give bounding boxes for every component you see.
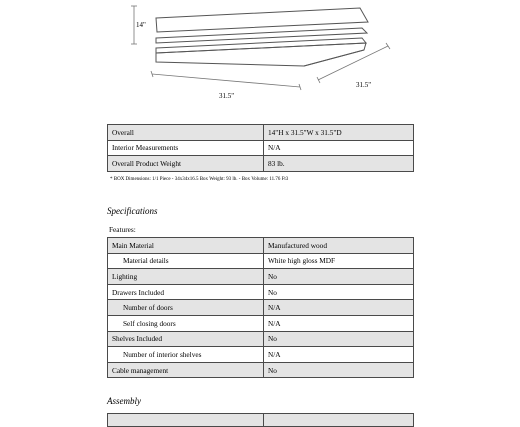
height-label: 14" <box>136 21 146 29</box>
spec-label: Number of interior shelves <box>108 347 264 363</box>
spec-value: No <box>264 269 414 285</box>
table-row <box>108 414 414 427</box>
table-row <box>108 125 414 141</box>
width-label: 31.5" <box>219 92 235 100</box>
table-row <box>108 253 414 269</box>
table-row <box>108 140 414 156</box>
table-row <box>108 269 414 285</box>
dimensions-table <box>107 124 414 172</box>
table-row <box>108 284 414 300</box>
table-row <box>108 300 414 316</box>
spec-value: Manufactured wood <box>264 238 414 254</box>
spec-label: Material details <box>108 253 264 269</box>
table-row <box>108 362 414 378</box>
spec-value: No <box>264 362 414 378</box>
spec-label: Number of doors <box>108 300 264 316</box>
features-label: Features: <box>109 225 136 234</box>
spec-label: Self closing doors <box>108 315 264 331</box>
dimension-label: Overall <box>108 125 264 141</box>
table-row <box>108 347 414 363</box>
dimension-value: 83 lb. <box>264 156 414 172</box>
product-drawing <box>0 0 520 110</box>
table-row <box>108 238 414 254</box>
assembly-label <box>108 414 264 427</box>
specifications-heading: Specifications <box>107 206 158 216</box>
box-dimensions-note: * BOX Dimensions: 1/1 Piece - 34x34x16.5 Box Weight: 93 lb. - Box Volume: 11.76 Ft3 <box>110 177 289 182</box>
depth-label: 31.5" <box>356 81 372 89</box>
spec-value: No <box>264 284 414 300</box>
dimension-value: N/A <box>264 140 414 156</box>
assembly-heading: Assembly <box>107 396 141 406</box>
spec-label: Shelves Included <box>108 331 264 347</box>
assembly-value <box>264 414 414 427</box>
table-row <box>108 315 414 331</box>
spec-value: N/A <box>264 300 414 316</box>
spec-value: N/A <box>264 347 414 363</box>
table-row <box>108 156 414 172</box>
dimension-label: Interior Measurements <box>108 140 264 156</box>
table-row <box>108 331 414 347</box>
spec-label: Main Material <box>108 238 264 254</box>
spec-value: White high gloss MDF <box>264 253 414 269</box>
specifications-table <box>107 237 414 378</box>
spec-label: Lighting <box>108 269 264 285</box>
assembly-table <box>107 413 414 427</box>
spec-value: No <box>264 331 414 347</box>
spec-label: Drawers Included <box>108 284 264 300</box>
dimension-label: Overall Product Weight <box>108 156 264 172</box>
dimension-value: 14"H x 31.5"W x 31.5"D <box>264 125 414 141</box>
spec-label: Cable management <box>108 362 264 378</box>
spec-value: N/A <box>264 315 414 331</box>
